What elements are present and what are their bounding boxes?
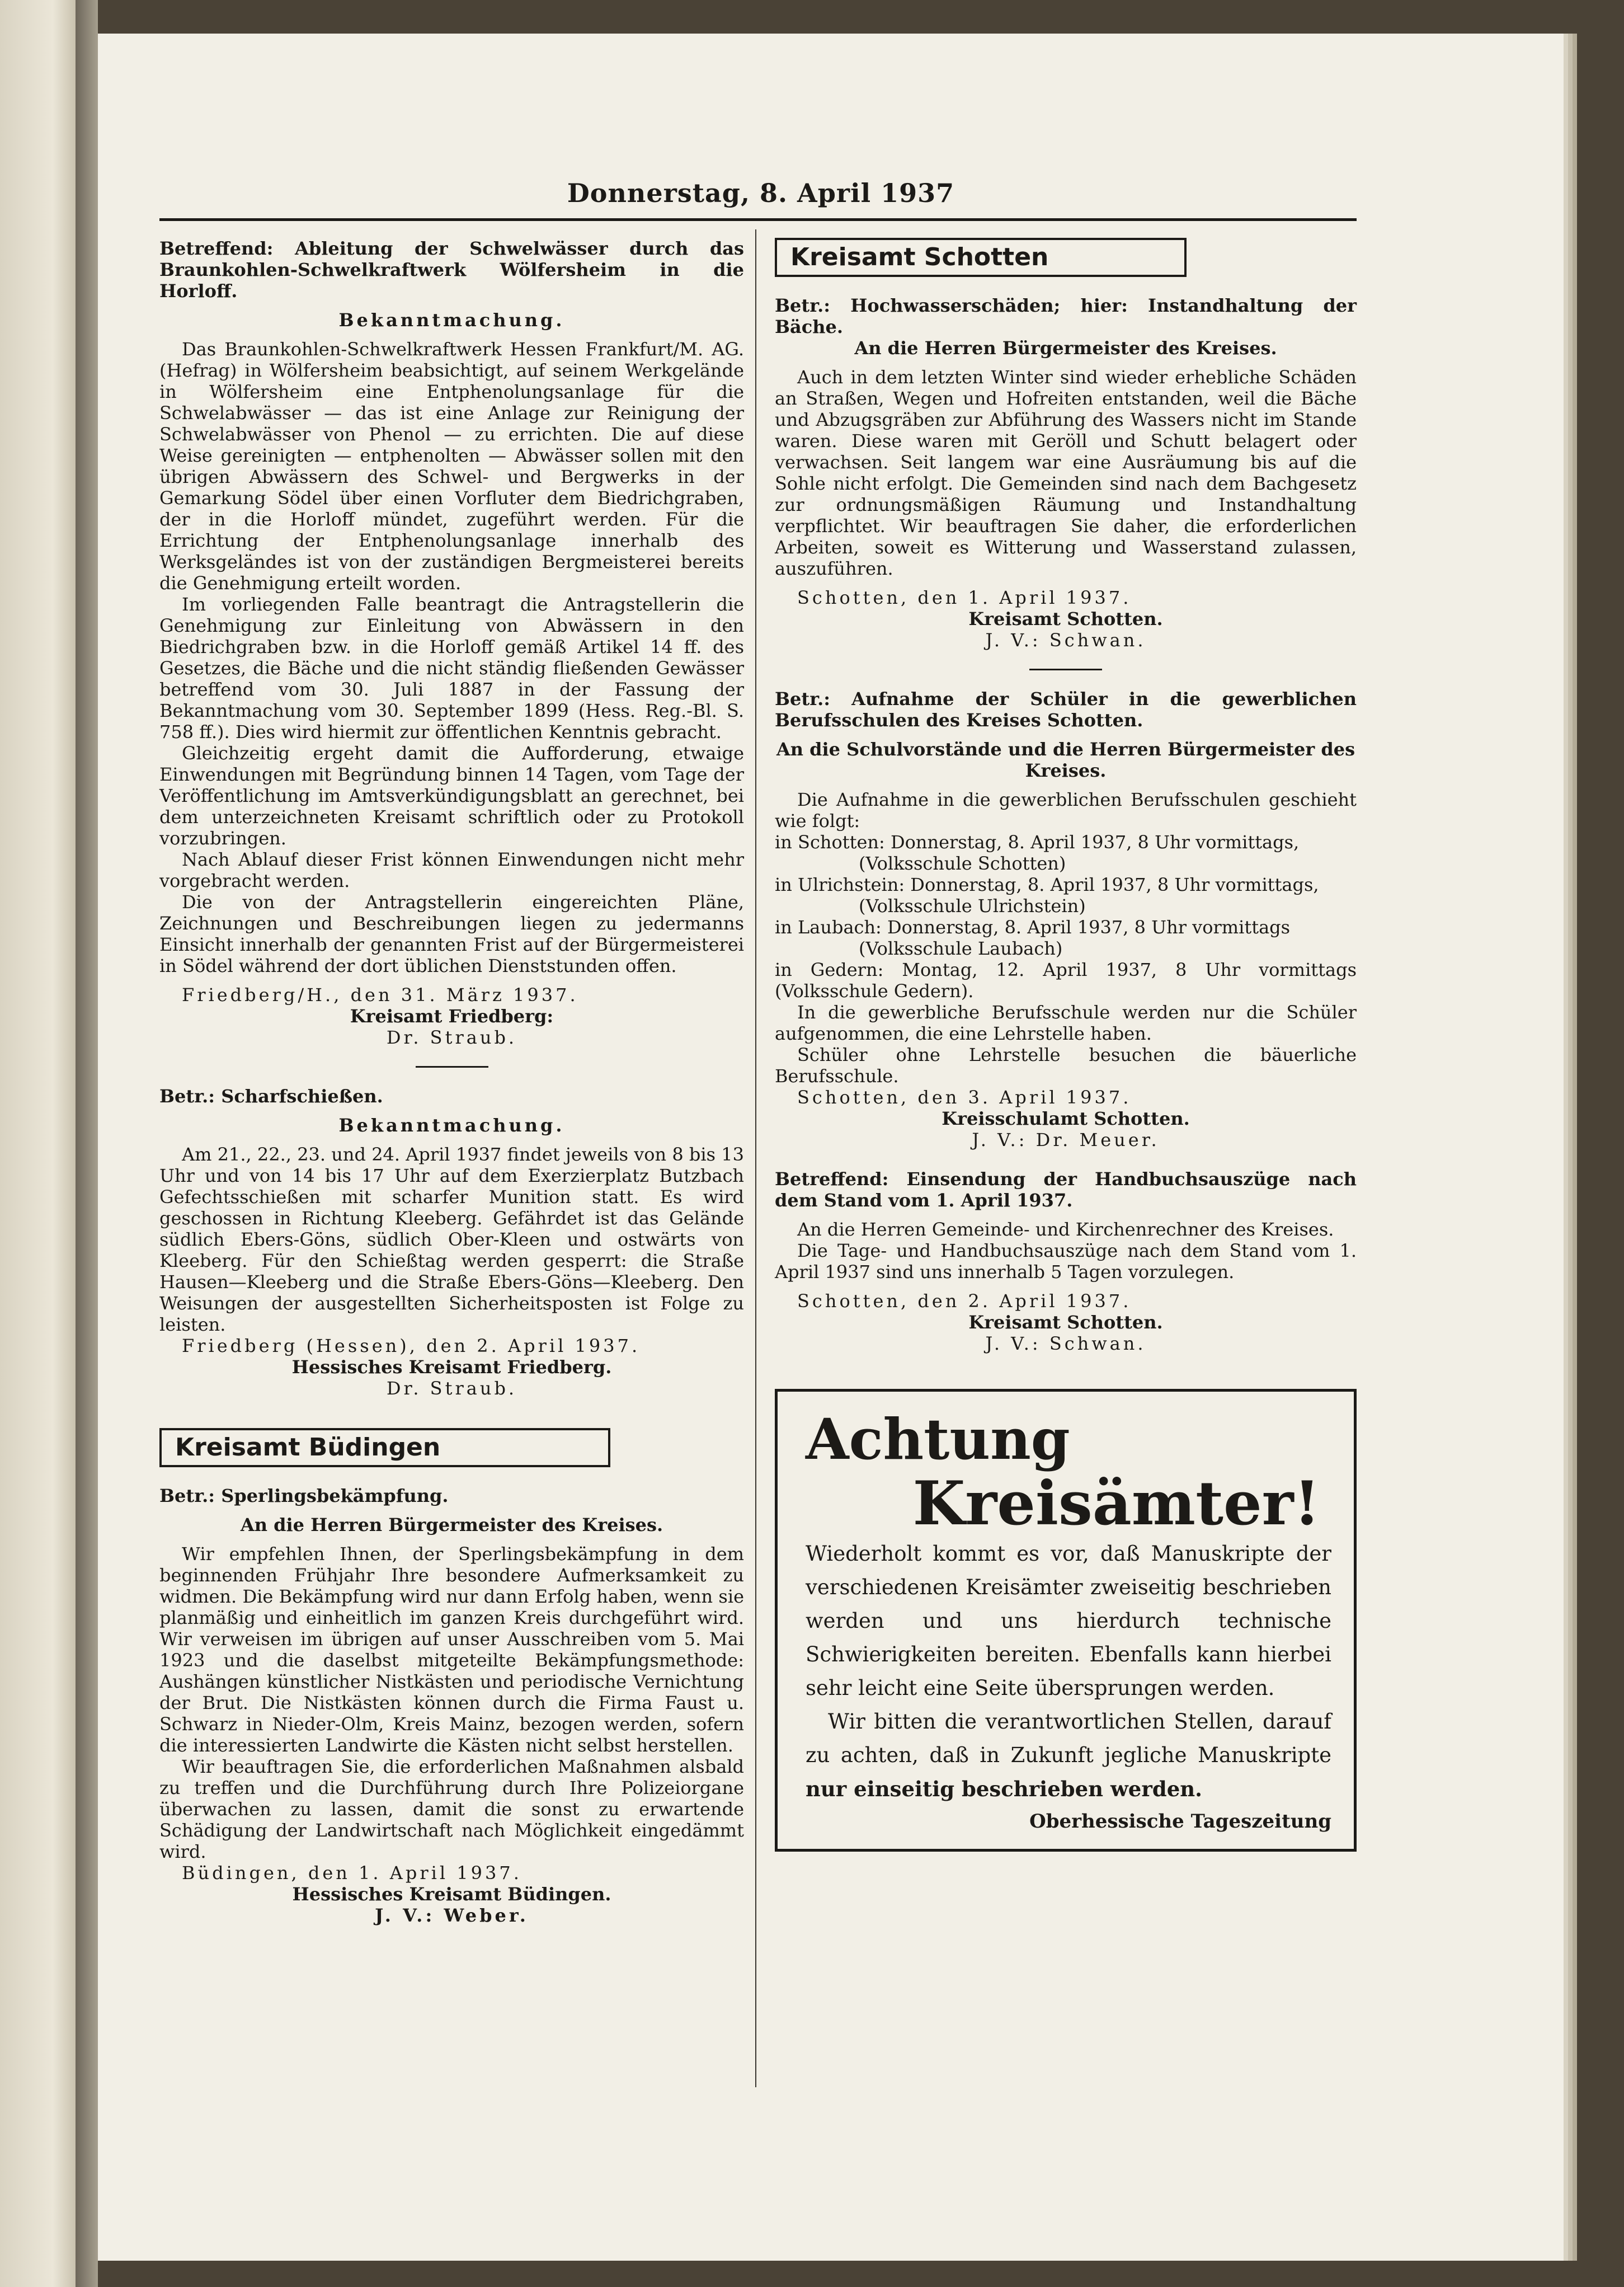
place-date: Schotten, den 1. April 1937. [797, 587, 1132, 608]
paragraph: Auch in dem letzten Winter sind wieder erhebliche Schäden an Straßen, Wegen und Hofreiten entstanden, weil die Bäche und Abzugsgräben zur Abführung des Wassers nicht im Stande waren. Diese waren mit Geröll und Schutt belagert oder verwachsen. Seit langem war eine Ausräumung bis auf die Sohle nicht erfolgt. Die Gemeinden sind nach dem Bachgesetz zur ordnungsmäßigen Räumung und Instandhaltung verpflichtet. Wir beauftragen Sie daher, die erforderlichen Arbeiten, soweit es Witterung und Wasserstand zulassen, auszuführen. [775, 367, 1357, 579]
paragraph: Nach Ablauf dieser Frist können Einwendungen nicht mehr vorgebracht werden. [159, 849, 744, 891]
paragraph: Am 21., 22., 23. und 24. April 1937 findet jeweils von 8 bis 13 Uhr und von 14 bis 17 Uhr auf dem Exerzierplatz Butzbach Gefechtsschießen mit scharfer Munition statt. Es wird geschossen in Richtung Kleeberg. Gefährdet ist das Gelände südlich Ebers-Göns, südlich Ober-Kleen und ostwärts von Kleeberg. Für den Schießtag werden gesperrt: die Straße Hausen—Kleeberg und die Straße Ebers-Göns—Kleeberg. Den Weisungen der ausgestellten Sicherheitsposten ist Folge zu leisten. [159, 1144, 744, 1335]
signature-office: Kreisamt Friedberg: [350, 1006, 554, 1027]
signature-office: Hessisches Kreisamt Friedberg. [291, 1356, 612, 1378]
book-gutter [76, 0, 98, 2287]
paragraph: Im vorliegenden Falle beantragt die Antragstellerin die Genehmigung zur Einleitung von Abwässern in den Biedrichgraben bzw. in die Horloff gemäß Artikel 14 ff. des Gesetzes, die Bäche und die nicht ständig fließenden Gewässer betreffend vom 30. Juli 1887 in der Fassung der Bekanntmachung vom 30. September 1899 (Hess. Reg.-Bl. S. 758 ff.). Dies wird hiermit zur öffentlichen Kenntnis gebracht. [159, 594, 744, 743]
left-page-edge [0, 0, 76, 2287]
schedule-location: (Volksschule Schotten) [859, 853, 1066, 874]
article-subject: Betr.: Scharfschießen. [159, 1086, 383, 1107]
section-box-schotten: Kreisamt Schotten [775, 238, 1187, 277]
article-title: Bekanntmachung. [338, 1115, 565, 1136]
article-title: Bekanntmachung. [338, 309, 565, 331]
article-subject: Betr.: Sperlingsbekämpfung. [159, 1485, 449, 1506]
right-column [775, 238, 1357, 1852]
signature-name: Dr. Straub. [386, 1378, 517, 1399]
notice-headline: Achtung [806, 1406, 1070, 1472]
notice-signature: Oberhessische Tageszeitung [1029, 1810, 1331, 1833]
signature-name: J. V.: Schwan. [985, 1333, 1146, 1354]
schedule-line: in Laubach: Donnerstag, 8. April 1937, 8 Uhr vormittags [775, 917, 1291, 938]
article-subject: Betr.: Aufnahme der Schüler in die gewerblichen Berufsschulen des Kreises Schotten. [775, 688, 1357, 731]
header-rule [159, 218, 1357, 221]
notice-text [806, 1705, 1331, 1806]
paragraph: Das Braunkohlen-Schwelkraftwerk Hessen Frankfurt/M. AG. (Hefrag) in Wölfersheim beabsichtigt, auf seinem Werkgelände in Wölfersheim eine Entphenolungsanlage für die Schwelabwässer — das ist eine Anlage zur Reinigung der Schwelabwässer von Phenol — zu errichten. Die auf diese Weise gereinigten — entphenolten — Abwässer sollen mit den übrigen Abwässern des Schwel- und Bergwerks in der Gemarkung Södel über einen Vorfluter dem Biedrichgraben, der in die Horloff mündet, zugeführt werden. Für die Errichtung der Entphenolungsanlage innerhalb des Werksgeländes ist von der zuständigen Bergmeisterei bereits die Genehmigung erteilt worden. [159, 339, 744, 594]
signature-office: Hessisches Kreisamt Büdingen. [292, 1884, 611, 1905]
article-subject: Betr.: Hochwasserschäden; hier: Instandhaltung der Bäche. [775, 295, 1357, 337]
signature-name: J. V.: Weber. [375, 1905, 529, 1926]
notice-text: Wiederholt kommt es vor, daß Manuskripte der verschiedenen Kreisämter zweiseitig beschrieben werden und uns hierdurch technische Schwierigkeiten bereiten. Ebenfalls kann hierbei sehr leicht eine Seite übersprungen werden. [806, 1542, 1331, 1700]
notice-text-emphasis: nur einseitig beschrieben werden. [806, 1777, 1203, 1801]
place-date: Friedberg (Hessen), den 2. April 1937. [182, 1335, 641, 1356]
place-date: Büdingen, den 1. April 1937. [182, 1862, 522, 1884]
paragraph: Die Tage- und Handbuchsauszüge nach dem Stand vom 1. April 1937 sind uns innerhalb 5 Tagen vorzulegen. [775, 1240, 1357, 1283]
place-date: Friedberg/H., den 31. März 1937. [182, 984, 578, 1006]
schedule-location: (Volksschule Laubach) [859, 938, 1063, 959]
article-addressee: An die Herren Bürgermeister des Kreises. [240, 1514, 663, 1535]
section-box-buedingen: Kreisamt Büdingen [159, 1428, 610, 1467]
schedule-location: (Volksschule Ulrichstein) [859, 895, 1086, 917]
paragraph: Wir empfehlen Ihnen, der Sperlingsbekämpfung in dem beginnenden Frühjahr Ihre besondere Aufmerksamkeit zu widmen. Die Bekämpfung wird nur dann Erfolg haben, wenn sie planmäßig und einheitlich im ganzen Kreis durchgeführt wird. Wir verweisen im übrigen auf unser Ausschreiben vom 5. Mai 1923 und die daselbst mitgeteilte Bekämpfungsmethode: Aushängen künstlicher Nistkästen und periodische Vernichtung der Brut. Die Nistkästen können durch die Firma Faust u. Schwarz in Nieder-Olm, Kreis Mainz, bezogen werden, sofern die interessierten Landwirte die Kästen nicht selbst herstellen. [159, 1543, 744, 1756]
paragraph: In die gewerbliche Berufsschule werden nur die Schüler aufgenommen, die eine Lehrstelle haben. [775, 1002, 1357, 1044]
column-divider [755, 229, 756, 2087]
schedule-line: in Schotten: Donnerstag, 8. April 1937, 8 Uhr vormittags, [775, 832, 1300, 853]
notice-headline-2: Kreisämter! [912, 1468, 1320, 1539]
paragraph: Schüler ohne Lehrstelle besuchen die bäuerliche Berufsschule. [775, 1044, 1357, 1087]
signature-office: Kreisschulamt Schotten. [942, 1108, 1190, 1129]
signature-name: J. V.: Schwan. [985, 630, 1146, 651]
article-addressee: An die Herren Gemeinde- und Kirchenrechner des Kreises. [797, 1219, 1334, 1240]
signature-office: Kreisamt Schotten. [968, 1312, 1163, 1333]
signature-name: Dr. Straub. [386, 1027, 517, 1048]
article-addressee: An die Herren Bürgermeister des Kreises. [854, 337, 1277, 359]
paragraph: Gleichzeitig ergeht damit die Aufforderung, etwaige Einwendungen mit Begründung binnen 14 Tagen, vom Tage der Veröffentlichung im Amtsverkündigungsblatt an gerechnet, bei dem unterzeichneten Kreisamt schriftlich oder zu Protokoll vorzubringen. [159, 743, 744, 849]
article-subject: Betreffend: Ableitung der Schwelwässer durch das Braunkohlen-Schwelkraftwerk Wölfersheim in die Horloff. [159, 238, 744, 302]
paragraph: Wir beauftragen Sie, die erforderlichen Maßnahmen alsbald zu treffen und die Durchführung durch Ihre Polizeiorgane überwachen zu lassen, damit die sonst zu erwartende Schädigung der Landwirtschaft nach Möglichkeit eingedämmt wird. [159, 1756, 744, 1862]
schedule-line: in Gedern: Montag, 12. April 1937, 8 Uhr vormittags (Volksschule Gedern). [775, 959, 1357, 1002]
paragraph: Die Aufnahme in die gewerblichen Berufsschulen geschieht wie folgt: [775, 789, 1357, 832]
signature-name: J. V.: Dr. Meuer. [972, 1129, 1160, 1150]
notice-box [775, 1389, 1357, 1852]
paragraph: Die von der Antragstellerin eingereichten Pläne, Zeichnungen und Beschreibungen liegen zu jedermanns Einsicht innerhalb der genannten Frist auf der Bürgermeisterei in Södel während der dort üblichen Dienststunden offen. [159, 891, 744, 976]
signature-office: Kreisamt Schotten. [968, 608, 1163, 630]
article-subject: Betreffend: Einsendung der Handbuchsauszüge nach dem Stand vom 1. April 1937. [775, 1168, 1357, 1211]
place-date: Schotten, den 2. April 1937. [797, 1290, 1132, 1312]
place-date: Schotten, den 3. April 1937. [797, 1087, 1132, 1108]
left-column [159, 238, 744, 1926]
article-addressee: An die Schulvorstände und die Herren Bürgermeister des Kreises. [776, 739, 1355, 781]
schedule-line: in Ulrichstein: Donnerstag, 8. April 1937, 8 Uhr vormittags, [775, 874, 1319, 895]
notice-text-part: Wir bitten die verantwortlichen Stellen, darauf zu achten, daß in Zukunft jegliche Manuskripte [806, 1710, 1331, 1767]
page-header-date: Donnerstag, 8. April 1937 [567, 178, 955, 208]
